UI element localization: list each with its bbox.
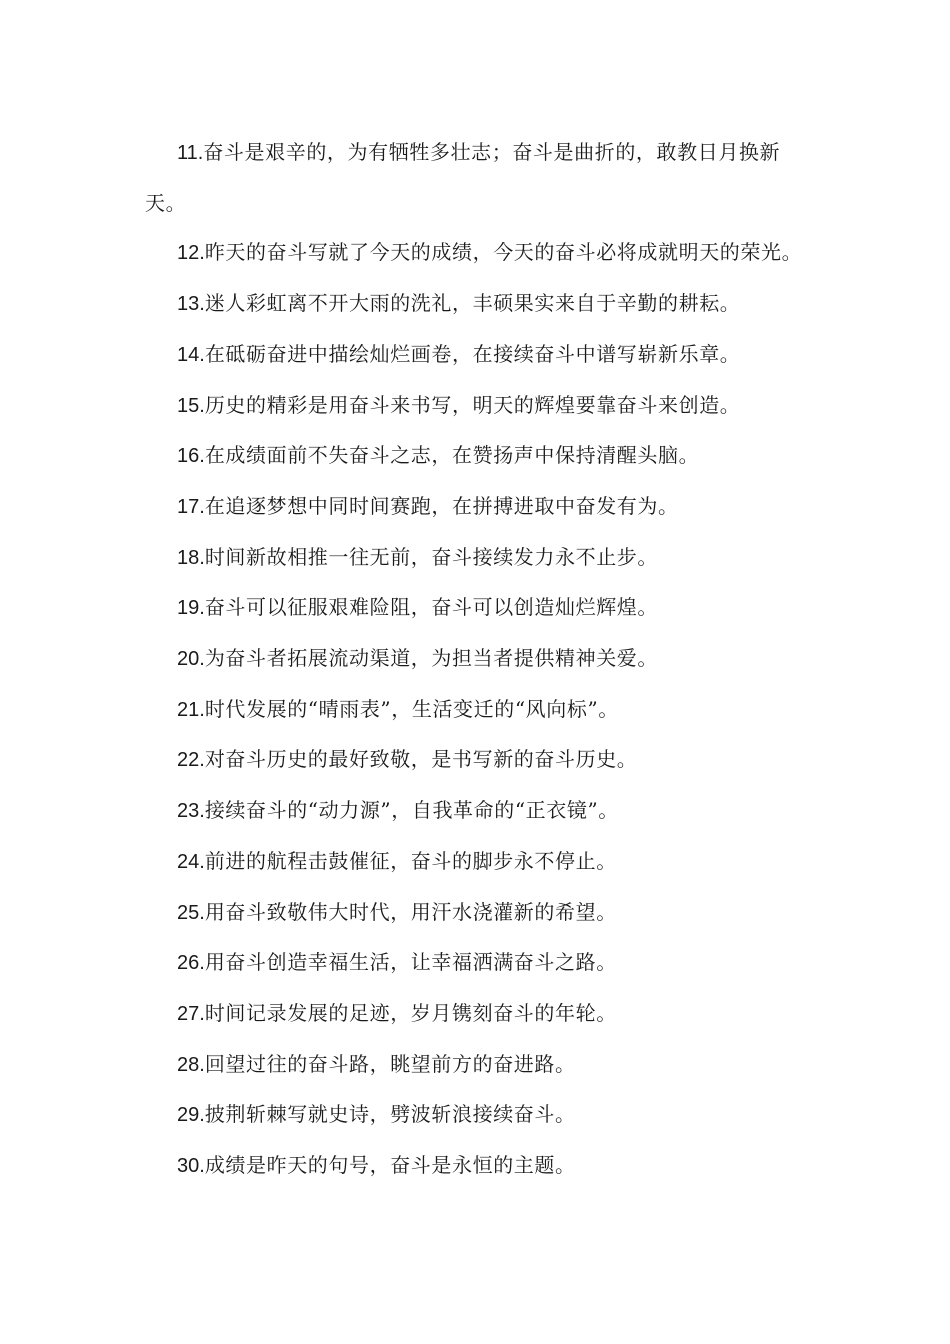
list-item	[145, 431, 807, 482]
list-item	[145, 989, 807, 1040]
item-text: 迷人彩虹离不开大雨的洗礼，丰硕果实来自于辛勤的耕耘。	[204, 291, 741, 316]
item-number: 14.	[177, 343, 205, 366]
item-text: 在成绩面前不失奋斗之志，在赞扬声中保持清醒头脑。	[204, 443, 700, 468]
list-item	[145, 1090, 807, 1141]
item-number: 11.	[177, 142, 204, 164]
list-item	[145, 685, 807, 736]
item-number: 20.	[177, 648, 205, 671]
list-item	[145, 938, 807, 989]
item-number: 22.	[177, 749, 205, 772]
item-number: 24.	[177, 850, 205, 873]
list-item	[145, 735, 807, 786]
item-text: 用奋斗致敬伟大时代，用汗水浇灌新的希望。	[204, 899, 617, 924]
item-text: 披荆斩棘写就史诗，劈波斩浪接续奋斗。	[204, 1102, 576, 1127]
list-item	[145, 1141, 807, 1192]
list-item	[145, 279, 807, 330]
document-body	[145, 128, 807, 1192]
item-number: 23.	[177, 800, 205, 823]
list-item	[145, 482, 807, 533]
item-number: 27.	[177, 1002, 205, 1025]
item-text: 为奋斗者拓展流动渠道，为担当者提供精神关爱。	[204, 646, 659, 671]
list-item	[145, 381, 807, 432]
item-text: 用奋斗创造幸福生活，让幸福洒满奋斗之路。	[204, 950, 617, 975]
item-text: 成绩是昨天的句号，奋斗是永恒的主题。	[204, 1153, 576, 1178]
list-item	[145, 837, 807, 888]
list-item	[145, 786, 807, 837]
item-number: 19.	[177, 597, 205, 620]
item-number: 28.	[177, 1053, 205, 1076]
item-text: 时代发展的“晴雨表”，生活变迁的“风向标”。	[204, 696, 619, 721]
item-number: 26.	[177, 952, 205, 975]
list-item	[145, 1040, 807, 1091]
item-text: 在追逐梦想中同时间赛跑，在拼搏进取中奋发有为。	[204, 493, 679, 518]
item-text: 接续奋斗的“动力源”，自我革命的“正衣镜”。	[204, 798, 619, 823]
item-number: 16.	[177, 445, 205, 468]
item-text: 历史的精彩是用奋斗来书写，明天的辉煌要靠奋斗来创造。	[204, 392, 741, 417]
item-number: 21.	[177, 698, 205, 721]
item-number: 17.	[177, 495, 205, 518]
item-number: 30.	[177, 1155, 205, 1178]
item-text: 时间新故相推一往无前，奋斗接续发力永不止步。	[204, 544, 659, 569]
item-number: 15.	[177, 394, 205, 417]
list-item	[145, 888, 807, 939]
item-text: 回望过往的奋斗路，眺望前方的奋进路。	[204, 1051, 576, 1076]
item-number: 29.	[177, 1104, 205, 1127]
item-text: 奋斗是艰辛的，为有牺牲多壮志；奋斗是曲折的，敢教日月换新天。	[145, 140, 781, 215]
list-item	[145, 634, 807, 685]
item-number: 18.	[177, 546, 205, 569]
item-text: 时间记录发展的足迹，岁月镌刻奋斗的年轮。	[204, 1000, 617, 1025]
item-number: 12.	[177, 242, 205, 265]
list-item	[145, 330, 807, 381]
item-text: 昨天的奋斗写就了今天的成绩，今天的奋斗必将成就明天的荣光。	[204, 240, 803, 265]
list-item	[145, 533, 807, 584]
list-item	[145, 228, 807, 279]
item-text: 前进的航程击鼓催征，奋斗的脚步永不停止。	[204, 848, 617, 873]
list-item	[145, 583, 807, 634]
item-number: 25.	[177, 901, 205, 924]
item-number: 13.	[177, 293, 205, 316]
item-text: 奋斗可以征服艰难险阻，奋斗可以创造灿烂辉煌。	[204, 595, 659, 620]
list-item	[145, 128, 807, 228]
item-text: 在砥砺奋进中描绘灿烂画卷，在接续奋斗中谱写崭新乐章。	[204, 341, 741, 366]
item-text: 对奋斗历史的最好致敬，是书写新的奋斗历史。	[204, 747, 638, 772]
